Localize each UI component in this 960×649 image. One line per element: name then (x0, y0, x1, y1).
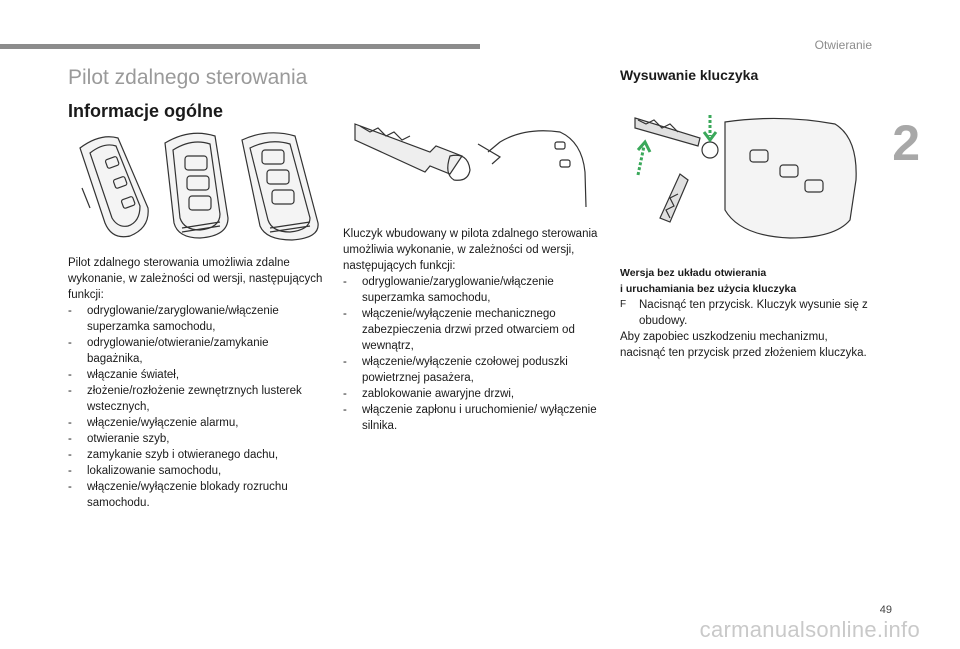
page-number: 49 (879, 604, 892, 616)
key-extraction-illustration (630, 110, 860, 245)
list-item: - odryglowanie/zaryglowanie/włączenie superzamka samochodu, (343, 274, 601, 306)
key-extraction-heading: Wysuwanie kluczyka (620, 67, 759, 83)
release-button (702, 142, 718, 158)
header-bar (0, 44, 480, 49)
section-title: Otwieranie (814, 38, 872, 52)
fob-3 (242, 133, 318, 240)
list-item: - zamykanie szyb i otwieranego dachu, (68, 447, 323, 463)
list-item: - włączenie/wyłączenie czołowej poduszki powietrznej pasażera, (343, 354, 601, 386)
key-blade-illustration (350, 112, 590, 217)
mechanism-note: Aby zapobiec uszkodzeniu mechanizmu, nacisnąć ten przycisk przed złożeniem kluczyka. (620, 331, 867, 359)
version-subheading-line1: Wersja bez układu otwierania (620, 267, 767, 279)
key-extraction-text (620, 265, 870, 361)
list-item: - lokalizowanie samochodu, (68, 463, 323, 479)
instruction-text: Nacisnąć ten przycisk. Kluczyk wysunie się z obudowy. (639, 299, 868, 327)
extraction-arrow-icon (638, 142, 650, 175)
list-item: - włączanie świateł, (68, 367, 323, 383)
general-info-text (68, 255, 323, 511)
version-subheading (620, 265, 870, 297)
list-item: - odryglowanie/otwieranie/zamykanie bagażnika, (68, 335, 323, 367)
general-info-heading: Informacje ogólne (68, 101, 224, 121)
remote-functions-list (68, 303, 323, 511)
page-title: Pilot zdalnego sterowania (68, 66, 308, 89)
chapter-number: 2 (892, 115, 920, 171)
version-subheading-line2: i uruchamiania bez użycia kluczyka (620, 283, 797, 295)
general-info-intro: Pilot zdalnego sterowania umożliwia zdalne wykonanie, w zależności od wersji, następujących funkcji: (68, 257, 323, 301)
list-item: - odryglowanie/zaryglowanie/włączenie superzamka samochodu, (68, 303, 323, 335)
release-arrow-icon (704, 115, 716, 140)
list-item: - złożenie/rozłożenie zewnętrznych lusterek wstecznych, (68, 383, 323, 415)
key-functions-list (343, 274, 601, 434)
remote-fobs-illustration (70, 128, 330, 243)
list-item: - otwieranie szyb, (68, 431, 323, 447)
list-item: - włączenie/wyłączenie mechanicznego zabezpieczenia drzwi przed otwarciem od wewnątrz, (343, 306, 601, 354)
watermark: carmanualsonline.info (699, 617, 920, 642)
list-item: - włączenie/wyłączenie blokady rozruchu samochodu. (68, 479, 323, 511)
list-item: - zablokowanie awaryjne drzwi, (343, 386, 601, 402)
instruction-arrow-icon: F (620, 299, 627, 310)
fob-2 (165, 133, 228, 238)
integrated-key-intro: Kluczyk wbudowany w pilota zdalnego sterowania umożliwia wykonanie, w zależności od wersji, następujących funkcji: (343, 228, 598, 272)
integrated-key-text (343, 226, 601, 434)
list-item: - włączenie zapłonu i uruchomienie/ wyłączenie silnika. (343, 402, 601, 434)
list-item: - włączenie/wyłączenie alarmu, (68, 415, 323, 431)
fob-1 (80, 137, 148, 237)
instruction-item (620, 297, 870, 329)
